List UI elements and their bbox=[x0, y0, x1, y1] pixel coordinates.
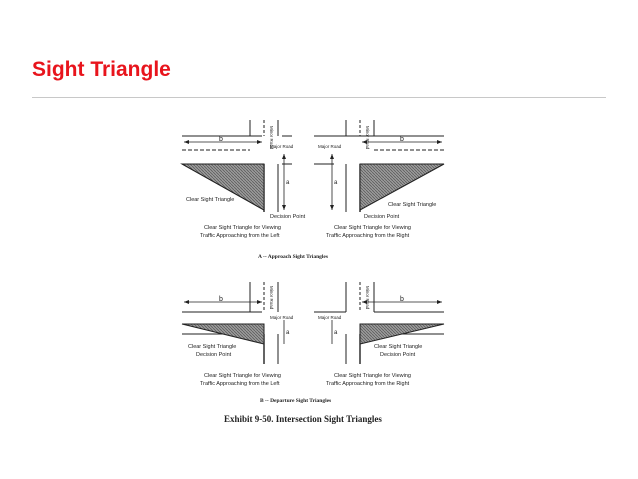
clear-sight-triangle-label: Clear Sight Triangle bbox=[388, 202, 437, 208]
major-road-label: Major Road bbox=[318, 144, 342, 149]
caption-left-line2: Traffic Approaching from the Left bbox=[200, 233, 280, 239]
slide-title: Sight Triangle bbox=[32, 58, 171, 81]
caption-left-line1: Clear Sight Triangle for Viewing bbox=[204, 373, 281, 379]
dim-a-label: a bbox=[334, 330, 338, 336]
departure-right-diagram bbox=[314, 282, 444, 387]
major-road-label: Major Road bbox=[270, 315, 294, 320]
decision-point-label: Decision Point bbox=[364, 214, 400, 220]
exhibit-caption: Exhibit 9-50. Intersection Sight Triangles bbox=[224, 414, 382, 424]
caption-right-line1: Clear Sight Triangle for Viewing bbox=[334, 373, 411, 379]
major-road-label: Major Road bbox=[318, 315, 342, 320]
caption-left-line2: Traffic Approaching from the Left bbox=[200, 381, 280, 387]
dim-a-label: a bbox=[334, 180, 338, 186]
intersection-sight-triangles-figure bbox=[174, 112, 454, 432]
caption-right-line2: Traffic Approaching from the Right bbox=[326, 233, 410, 239]
minor-road-label: Minor Road bbox=[365, 286, 370, 310]
section-b-label: B -- Departure Sight Triangles bbox=[260, 398, 332, 404]
dim-a-label: a bbox=[286, 330, 290, 336]
departure-left-diagram bbox=[182, 282, 294, 387]
caption-right-line1: Clear Sight Triangle for Viewing bbox=[334, 225, 411, 231]
dim-b-label: b bbox=[219, 296, 223, 303]
approach-left-diagram bbox=[182, 120, 306, 239]
minor-road-label: Minor Road bbox=[269, 126, 274, 150]
clear-sight-triangle-label: Clear Sight Triangle bbox=[186, 197, 235, 203]
minor-road-label: Minor Road bbox=[365, 126, 370, 150]
approach-right-diagram bbox=[314, 120, 444, 239]
decision-point-label: Decision Point bbox=[380, 352, 416, 358]
decision-point-label: Decision Point bbox=[196, 352, 232, 358]
section-a-label: A -- Approach Sight Triangles bbox=[258, 254, 328, 260]
caption-right-line2: Traffic Approaching from the Right bbox=[326, 381, 410, 387]
minor-road-label: Minor Road bbox=[269, 286, 274, 310]
clear-sight-triangle-label: Clear Sight Triangle bbox=[188, 344, 237, 350]
dim-b-label: b bbox=[219, 136, 223, 143]
dim-b-label: b bbox=[400, 136, 404, 143]
clear-sight-triangle-label: Clear Sight Triangle bbox=[374, 344, 423, 350]
dim-b-label: b bbox=[400, 296, 404, 303]
dim-a-label: a bbox=[286, 180, 290, 186]
title-divider bbox=[32, 97, 606, 98]
caption-left-line1: Clear Sight Triangle for Viewing bbox=[204, 225, 281, 231]
major-road-label: Major Road bbox=[270, 144, 294, 149]
figure-svg bbox=[174, 112, 454, 432]
decision-point-label: Decision Point bbox=[270, 214, 306, 220]
